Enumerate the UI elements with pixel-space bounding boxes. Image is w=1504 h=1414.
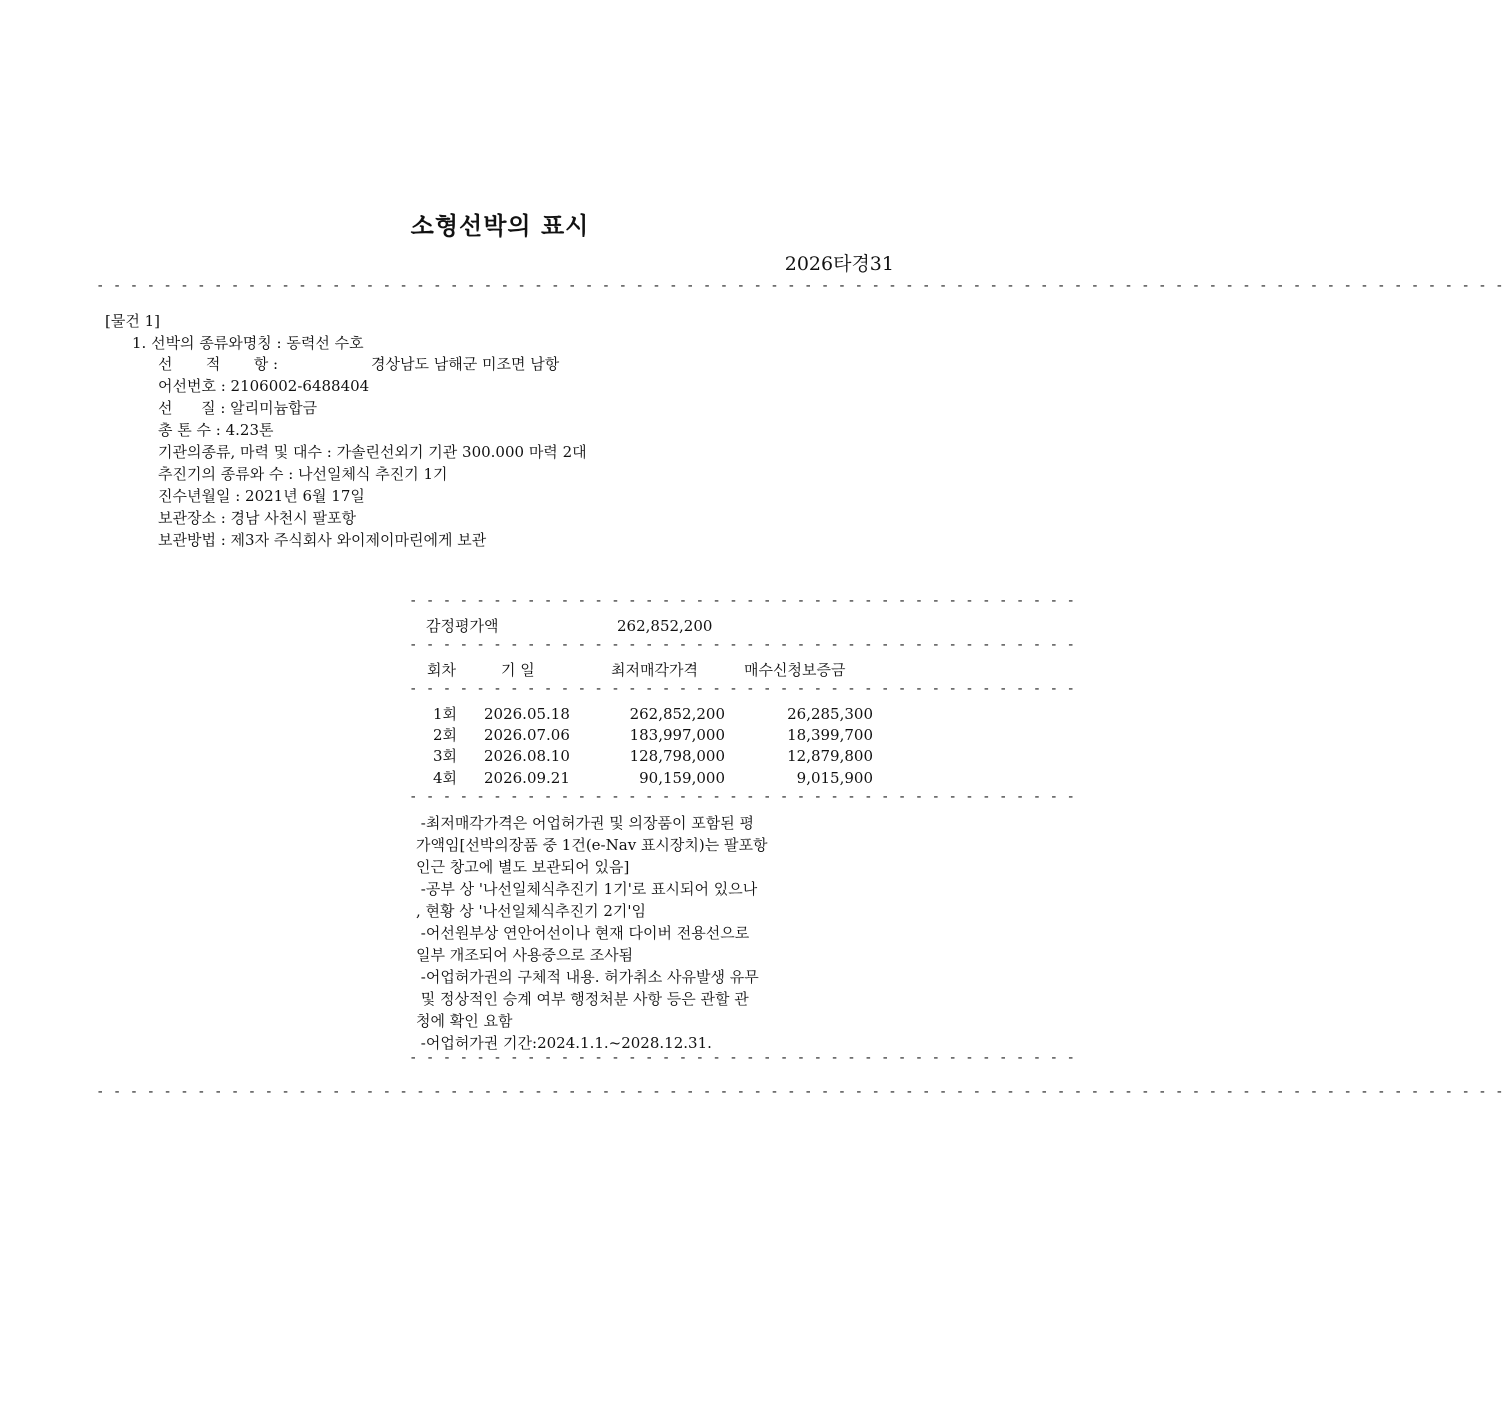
schedule-divider-4: - - - - - - - - - - - - - - - - - - - - - - - - - - - - - - - - - - - - - - - - [409,789,1075,805]
cell-min-price: 128,798,000 [629,747,725,765]
cell-deposit: 9,015,900 [796,769,873,787]
propeller-info: 추진기의 종류와 수 : 나선일체식 추진기 1기 [158,465,448,483]
top-divider: - - - - - - - - - - - - - - - - - - - - - - - - - - - - - - - - - - - - - - - - - - - - - - - - - - - - - - - - - - - - - - - - - - - - - - - - - - - - - - - - - - - - [96,278,1504,294]
cell-date: 2026.05.18 [484,705,570,723]
cell-deposit: 18,399,700 [787,726,873,744]
item-header: [물건 1] [105,312,160,330]
appraisal-value: 262,852,200 [617,617,713,635]
schedule-divider-bottom: - - - - - - - - - - - - - - - - - - - - - - - - - - - - - - - - - - - - - - - - [409,1050,1075,1066]
remark-line: 청에 확인 요함 [416,1012,513,1030]
remark-line: 및 정상적인 승계 여부 행정처분 사항 등은 관할 관 [416,990,749,1008]
col-header-deposit: 매수신청보증금 [744,661,846,679]
schedule-divider-3: - - - - - - - - - - - - - - - - - - - - - - - - - - - - - - - - - - - - - - - - [409,681,1075,697]
page-title: 소형선박의 표시 [410,212,590,240]
col-header-round: 회차 [427,661,456,679]
cell-min-price: 183,997,000 [629,726,725,744]
cell-date: 2026.08.10 [484,747,570,765]
cell-date: 2026.09.21 [484,769,570,787]
remark-line: -어선원부상 연안어선이나 현재 다이버 전용선으로 [416,924,750,942]
remark-line: 가액임[선박의장품 중 1건(e-Nav 표시장치)는 팔포항 [416,836,768,854]
cell-min-price: 90,159,000 [639,769,725,787]
remark-line: -어업허가권 기간:2024.1.1.~2028.12.31. [416,1034,712,1052]
cell-deposit: 26,285,300 [787,705,873,723]
home-port-value: 경상남도 남해군 미조면 남항 [371,355,560,373]
vessel-name: 1. 선박의 종류와명칭 : 동력선 수호 [132,334,364,352]
col-header-min-price: 최저매각가격 [611,661,698,679]
schedule-divider-2: - - - - - - - - - - - - - - - - - - - - - - - - - - - - - - - - - - - - - - - - [409,637,1075,653]
bottom-divider: - - - - - - - - - - - - - - - - - - - - - - - - - - - - - - - - - - - - - - - - - - - - - - - - - - - - - - - - - - - - - - - - - - - - - - - - - - - - - - - - - - - - [96,1084,1504,1100]
remarks [416,812,846,1054]
case-number: 2026타경31 [784,253,894,275]
cell-round: 4회 [433,769,458,787]
remark-line: -공부 상 '나선일체식추진기 1기'로 표시되어 있으나 [416,880,758,898]
cell-min-price: 262,852,200 [629,705,725,723]
engine-info: 기관의종류, 마력 및 대수 : 가솔린선외기 기관 300.000 마력 2대 [158,443,587,461]
storage-method: 보관방법 : 제3자 주식회사 와이제이마린에게 보관 [158,531,487,549]
schedule-divider-top: - - - - - - - - - - - - - - - - - - - - - - - - - - - - - - - - - - - - - - - - [409,593,1075,609]
vessel-number: 어선번호 : 2106002-6488404 [158,377,370,395]
cell-round: 3회 [433,747,458,765]
hull-material: 선 질 : 알리미늄합금 [158,399,318,417]
home-port-label: 선 적 항 : [158,355,279,373]
storage-place: 보관장소 : 경남 사천시 팔포항 [158,509,357,527]
col-header-date: 기 일 [501,661,535,679]
cell-round: 2회 [433,726,458,744]
remark-line: , 현황 상 '나선일체식추진기 2기'임 [416,902,647,920]
remark-line: 인근 창고에 별도 보관되어 있음] [416,858,630,876]
gross-tonnage: 총 톤 수 : 4.23톤 [158,421,274,439]
remark-line: -최저매각가격은 어업허가권 및 의장품이 포함된 평 [416,814,754,832]
cell-round: 1회 [433,705,458,723]
remark-line: 일부 개조되어 사용중으로 조사됨 [416,946,634,964]
cell-deposit: 12,879,800 [787,747,873,765]
launch-date: 진수년월일 : 2021년 6월 17일 [158,487,365,505]
remark-line: -어업허가권의 구체적 내용. 허가취소 사유발생 유무 [416,968,759,986]
appraisal-label: 감정평가액 [426,617,499,635]
cell-date: 2026.07.06 [484,726,570,744]
